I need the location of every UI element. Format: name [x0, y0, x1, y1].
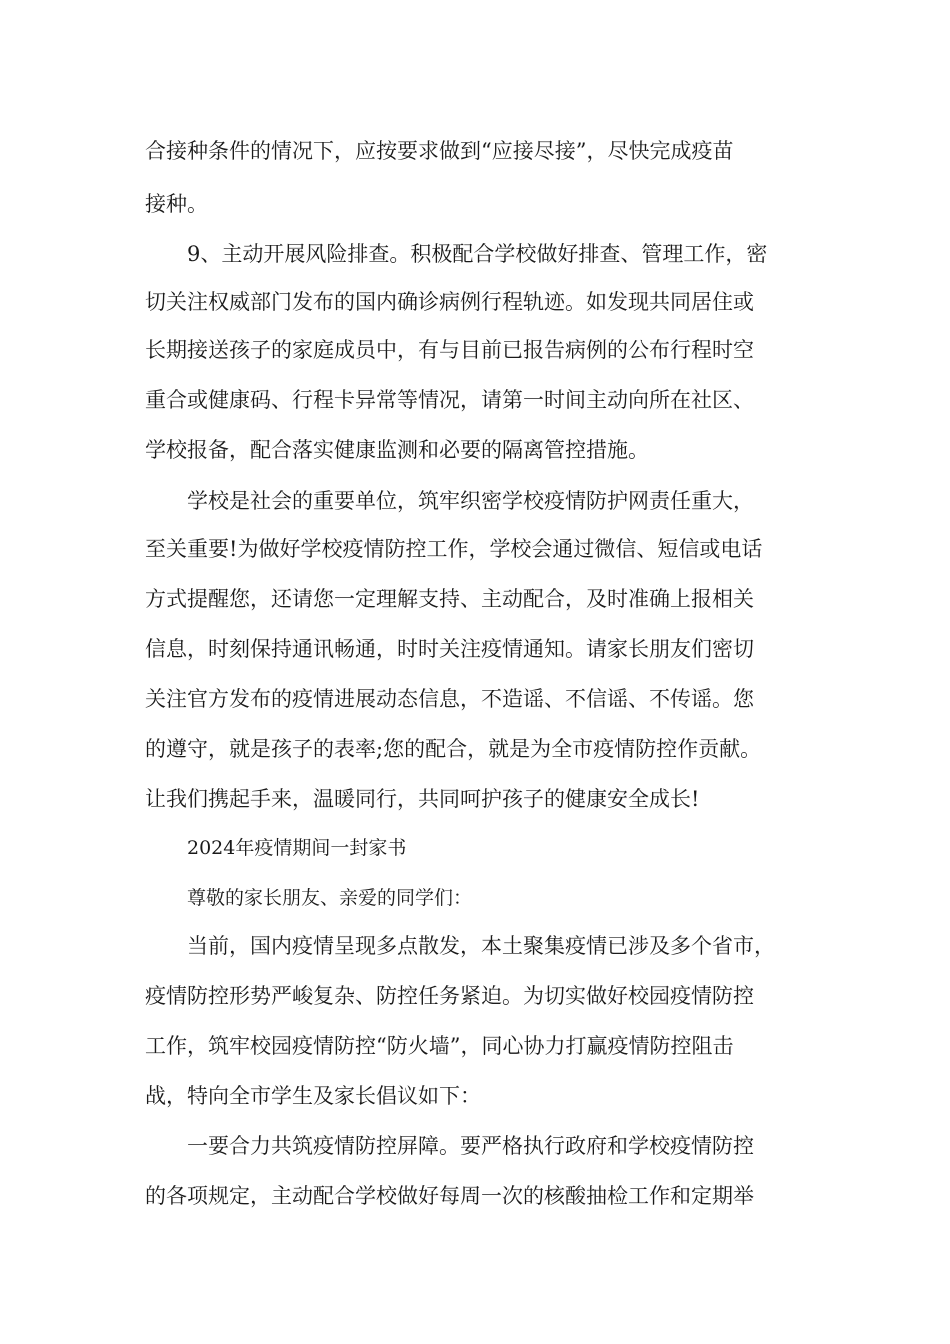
- paragraph-start-line: 当前，国内疫情呈现多点散发，本土聚集疫情已涉及多个省市，: [187, 934, 775, 958]
- letter-title: 2024年疫情期间一封家书: [187, 837, 407, 859]
- text-line: 至关重要!为做好学校疫情防控工作，学校会通过微信、短信或电话: [145, 537, 763, 561]
- salutation: 尊敬的家长朋友、亲爱的同学们：: [187, 887, 473, 909]
- text-line: 接种。: [145, 192, 208, 216]
- text-line: 的各项规定，主动配合学校做好每周一次的核酸抽检工作和定期举: [145, 1184, 754, 1208]
- text-line: 信息，时刻保持通讯畅通，时时关注疫情通知。请家长朋友们密切: [145, 637, 754, 661]
- paragraph-start-line: 学校是社会的重要单位，筑牢织密学校疫情防护网责任重大，: [187, 489, 754, 513]
- text-line: 的遵守，就是孩子的表率;您的配合，就是为全市疫情防控作贡献。: [145, 737, 762, 761]
- text-line: 重合或健康码、行程卡异常等情况，请第一时间主动向所在社区、: [145, 388, 754, 412]
- paragraph-start-line: 一要合力共筑疫情防控屏障。要严格执行政府和学校疫情防控: [187, 1134, 754, 1158]
- text-line: 疫情防控形势严峻复杂、防控任务紧迫。为切实做好校园疫情防控: [145, 984, 754, 1008]
- text-line: 工作，筑牢校园疫情防控“防火墙”，同心协力打赢疫情防控阻击: [145, 1034, 734, 1058]
- text-line: 战，特向全市学生及家长倡议如下：: [145, 1084, 481, 1108]
- text-line: 长期接送孩子的家庭成员中，有与目前已报告病例的公布行程时空: [145, 338, 754, 362]
- text-line: 学校报备，配合落实健康监测和必要的隔离管控措施。: [145, 438, 649, 462]
- text-line: 让我们携起手来，温暖同行，共同呵护孩子的健康安全成长!: [145, 787, 700, 811]
- text-line: 切关注权威部门发布的国内确诊病例行程轨迹。如发现共同居住或: [145, 290, 754, 314]
- text-line: 方式提醒您，还请您一定理解支持、主动配合，及时准确上报相关: [145, 587, 754, 611]
- text-line: 关注官方发布的疫情进展动态信息，不造谣、不信谣、不传谣。您: [145, 687, 754, 711]
- paragraph-item-9-line: 9、主动开展风险排查。积极配合学校做好排查、管理工作，密: [187, 242, 768, 266]
- text-line: 合接种条件的情况下，应按要求做到“应接尽接”，尽快完成疫苗: [145, 139, 734, 163]
